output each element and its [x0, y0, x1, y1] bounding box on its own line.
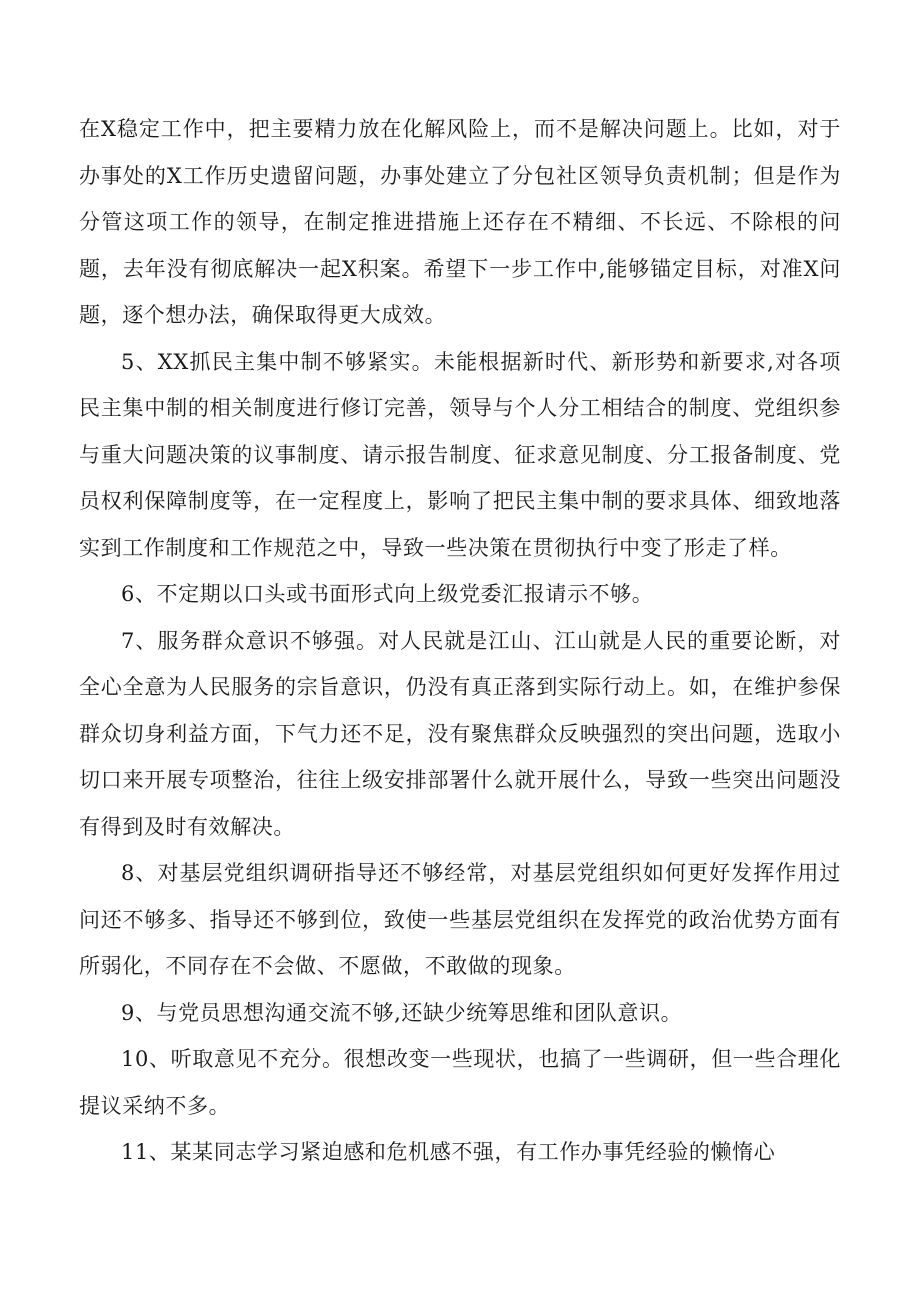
paragraph-item-8: 8、对基层党组织调研指导还不够经常，对基层党组织如何更好发挥作用过问还不够多、指导还不够到位，致使一些基层党组织在发挥党的政治优势方面有所弱化，不同存在不会做、不愿做，不敢做的现象。 [79, 861, 841, 978]
paragraph-item-6: 6、不定期以口头或书面形式向上级党委汇报请示不够。 [121, 582, 654, 606]
paragraph-item-7: 7、服务群众意识不够强。对人民就是江山、江山就是人民的重要论断，对全心全意为人民服务的宗旨意识，仍没有真正落到实际行动上。如，在维护参保群众切身利益方面，下气力还不足，没有聚焦群众反映强烈的突出问题，选取小切口来开展专项整治，往往上级安排部署什么就开展什么，导致一些突出问题没有得到及时有效解决。 [79, 628, 841, 839]
paragraph-item-11: 11、某某同志学习紧迫感和危机感不强，有工作办事凭经验的懒惰心 [121, 1140, 776, 1164]
paragraph-item-5: 5、XX抓民主集中制不够紧实。未能根据新时代、新形势和新要求,对各项民主集中制的相关制度进行修订完善，领导与个人分工相结合的制度、党组织参与重大问题决策的议事制度、请示报告制度、征求意见制度、分工报备制度、党员权利保障制度等，在一定程度上，影响了把民主集中制的要求具体、细致地落实到工作制度和工作规范之中，导致一些决策在贯彻执行中变了形走了样。 [79, 349, 841, 560]
document-body [79, 106, 841, 1176]
paragraph-item-10: 10、听取意见不充分。很想改变一些现状，也搞了一些调研，但一些合理化提议采纳不多。 [79, 1047, 841, 1118]
paragraph-item-9: 9、与党员思想沟通交流不够,还缺少统筹思维和团队意识。 [121, 1000, 683, 1025]
paragraph-risk-work: 在X稳定工作中，把主要精力放在化解风险上，而不是解决问题上。比如，对于办事处的X工作历史遗留问题，办事处建立了分包社区领导负责机制；但是作为分管这项工作的领导，在制定推进措施上还存在不精细、不长远、不除根的问题，去年没有彻底解决一起X积案。希望下一步工作中,能够锚定目标，对准X问题，逐个想办法，确保取得更大成效。 [79, 117, 841, 327]
